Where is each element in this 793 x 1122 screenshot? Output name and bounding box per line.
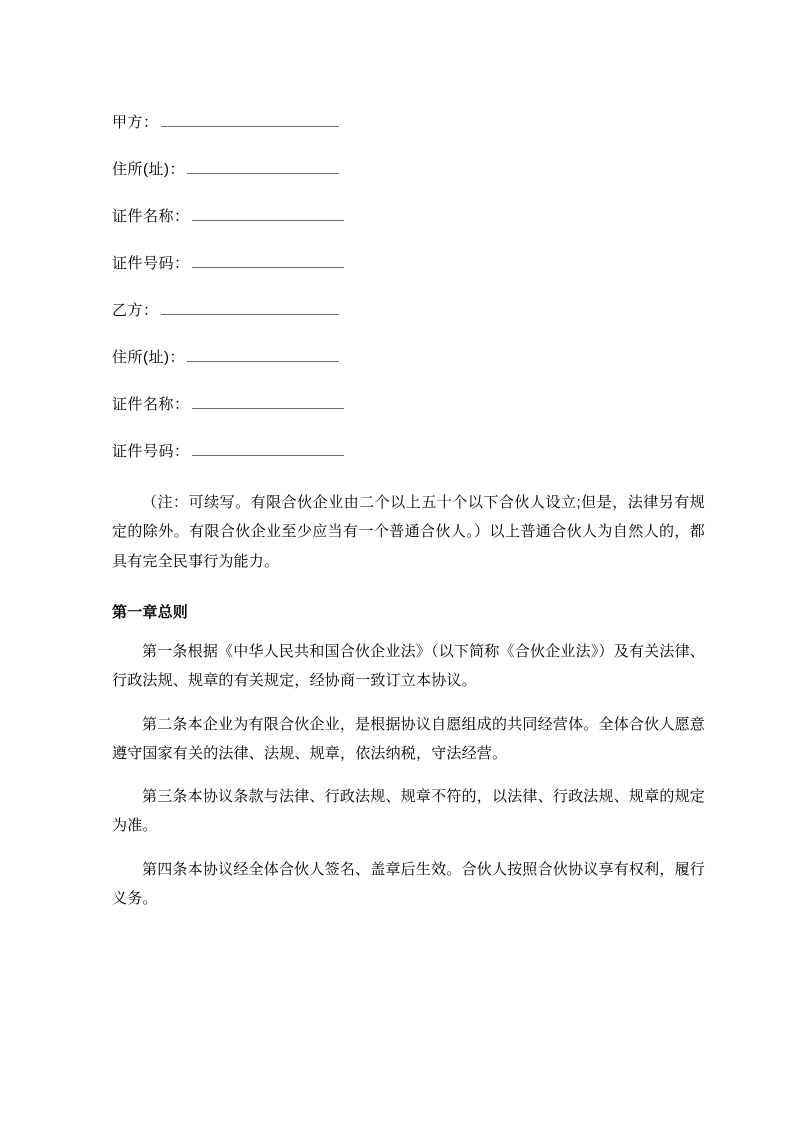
field-row-address-yifang bbox=[112, 347, 705, 367]
field-row-idnumber-jiafang bbox=[112, 253, 705, 273]
field-row-idname-yifang bbox=[112, 394, 705, 414]
field-label: 证件号码： bbox=[112, 443, 190, 460]
field-blank-input[interactable] bbox=[161, 112, 339, 127]
field-label: 证件号码： bbox=[112, 255, 190, 272]
field-row-idname-jiafang bbox=[112, 206, 705, 226]
field-label: 乙方： bbox=[112, 302, 159, 319]
chapter-title: 第一章总则 bbox=[112, 603, 189, 621]
field-blank-input[interactable] bbox=[192, 394, 344, 409]
field-label: 住所(址)： bbox=[112, 349, 185, 366]
field-blank-input[interactable] bbox=[161, 300, 339, 315]
field-label: 甲方： bbox=[112, 114, 159, 131]
field-row-address-jiafang bbox=[112, 159, 705, 179]
field-label: 证件名称： bbox=[112, 396, 190, 413]
field-row-yifang bbox=[112, 300, 705, 320]
article-4: 第四条本协议经全体合伙人签名、盖章后生效。合伙人按照合伙协议享有权利，履行义务。 bbox=[112, 860, 705, 907]
article-1: 第一条根据《中华人民共和国合伙企业法》（以下简称《合伙企业法》）及有关法律、行政法规、规章的有关规定，经协商一致订立本协议。 bbox=[112, 643, 705, 690]
field-row-idnumber-yifang bbox=[112, 441, 705, 461]
article-3: 第三条本协议条款与法律、行政法规、规章不符的，以法律、行政法规、规章的规定为准。 bbox=[112, 788, 705, 835]
field-label: 住所(址)： bbox=[112, 161, 185, 178]
field-blank-input[interactable] bbox=[192, 441, 344, 456]
party-fields bbox=[112, 112, 705, 461]
field-blank-input[interactable] bbox=[192, 253, 344, 268]
field-label: 证件名称： bbox=[112, 208, 190, 225]
field-blank-input[interactable] bbox=[187, 159, 339, 174]
field-blank-input[interactable] bbox=[187, 347, 339, 362]
field-row-jiafang bbox=[112, 112, 705, 132]
field-blank-input[interactable] bbox=[192, 206, 344, 221]
note-paragraph: （注：可续写。有限合伙企业由二个以上五十个以下合伙人设立;但是，法律另有规定的除外。有限合伙企业至少应当有一个普通合伙人。）以上普通合伙人为自然人的，都具有完全民事行为能力。 bbox=[112, 494, 705, 570]
article-2: 第二条本企业为有限合伙企业，是根据协议自愿组成的共同经营体。全体合伙人愿意遵守国家有关的法律、法规、规章，依法纳税，守法经营。 bbox=[112, 715, 705, 762]
